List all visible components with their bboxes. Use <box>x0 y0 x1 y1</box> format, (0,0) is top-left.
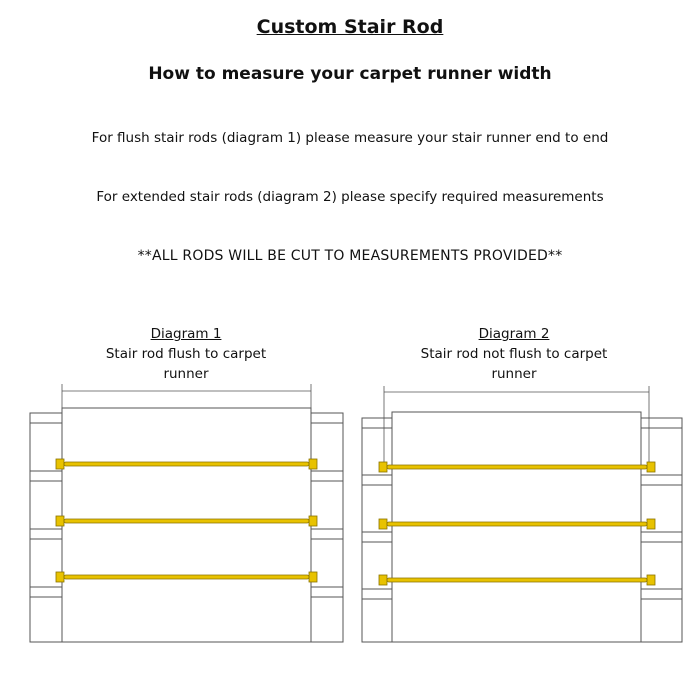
instruction-extended: For extended stair rods (diagram 2) please specify required measurements <box>96 189 604 205</box>
carpet-runner <box>62 408 311 642</box>
carpet-runner <box>392 412 641 642</box>
diagram-1-caption <box>86 324 286 384</box>
diagram-1-title: Diagram 1 <box>150 326 222 342</box>
page-title: Custom Stair Rod <box>256 16 444 38</box>
diagram-1-flush-rods <box>0 380 350 650</box>
diagram-1-description: Stair rod flush to carpet runner <box>105 346 267 382</box>
diagram-2-caption <box>414 324 614 384</box>
diagram-2-title: Diagram 2 <box>478 326 550 342</box>
instruction-flush: For flush stair rods (diagram 1) please measure your stair runner end to end <box>91 130 609 146</box>
diagram-2-description: Stair rod not flush to carpet runner <box>420 346 608 382</box>
diagram-2-extended-rods <box>350 380 700 650</box>
cut-notice: **ALL RODS WILL BE CUT TO MEASUREMENTS PROVIDED** <box>137 248 563 264</box>
page-subtitle: How to measure your carpet runner width <box>148 64 552 84</box>
width-measurement <box>62 384 311 408</box>
